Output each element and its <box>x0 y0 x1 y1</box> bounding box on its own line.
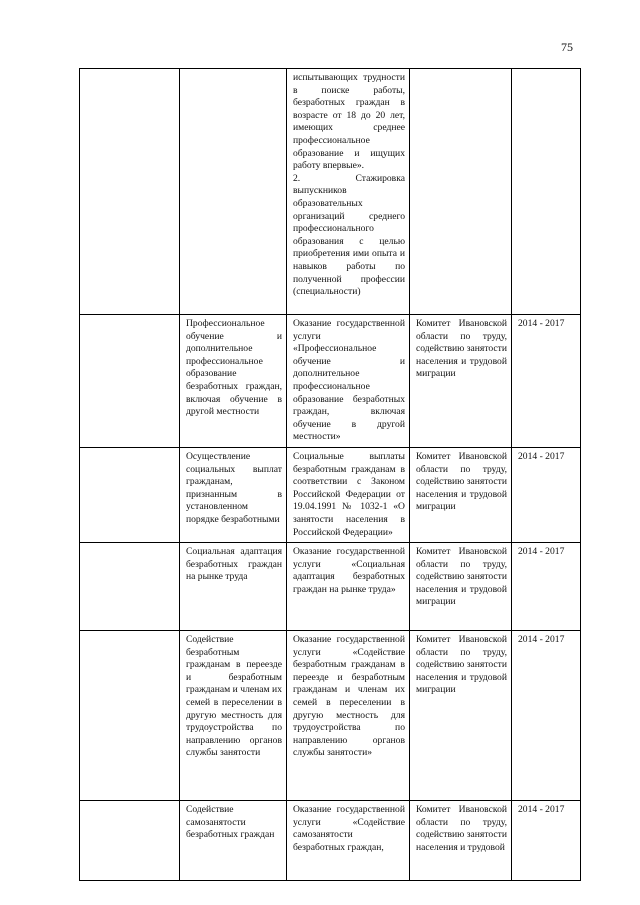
table-cell-number <box>80 543 180 631</box>
table-cell-period <box>512 69 581 315</box>
table-row-continuation <box>80 69 581 315</box>
table-cell-activity-content: Социальные выплаты безработным гражданам в соответствии с Законом Российской Федерации от 19.04.1991 № 1032-1 «О занятости населения в Российской Федерации» <box>287 447 410 542</box>
continuation-paragraph: 2. Стажировка выпускников образовательных организаций среднего профессионального образования с целью приобретения ими опыта и навыков работы по полученной профессии (специальности) <box>293 172 405 298</box>
table-cell-executor: Комитет Ивановской области по труду, содействию занятости населения и трудовой миграции <box>410 631 512 801</box>
page-number: 75 <box>561 40 573 54</box>
table-cell-activity-content <box>287 69 410 315</box>
table-row <box>80 315 581 448</box>
table-row <box>80 447 581 542</box>
table-cell-number <box>80 69 180 315</box>
table-cell-executor: Комитет Ивановской области по труду, содействию занятости населения и трудовой миграции <box>410 315 512 448</box>
table-cell-number <box>80 447 180 542</box>
table-cell-executor: Комитет Ивановской области по труду, содействию занятости населения и трудовой миграции <box>410 543 512 631</box>
table-cell-period: 2014 - 2017 <box>512 631 581 801</box>
table-cell-period: 2014 - 2017 <box>512 447 581 542</box>
table-cell-number <box>80 315 180 448</box>
table-cell-period: 2014 - 2017 <box>512 543 581 631</box>
table-cell-activity-name: Социальная адаптация безработных граждан на рынке труда <box>180 543 287 631</box>
table-cell-executor: Комитет Ивановской области по труду, содействию занятости населения и трудовой <box>410 801 512 881</box>
table-cell-activity-name: Содействие безработным гражданам в переезде и безработным гражданам и членам их семей в переселении в другую местность для трудоустройства по направлению органов службы занятости <box>180 631 287 801</box>
table-cell-activity-content: Оказание государственной услуги «Содействие самозанятости безработных граждан, <box>287 801 410 881</box>
table-cell-activity-name: Профессиональное обучение и дополнительное профессиональное образование безработных граждан, включая обучение в другой местности <box>180 315 287 448</box>
table-row <box>80 543 581 631</box>
table-cell-activity-name: Содействие самозанятости безработных граждан <box>180 801 287 881</box>
continuation-paragraph: испытывающих трудности в поиске работы, безработных граждан в возрасте от 18 до 20 лет, имеющих среднее профессиональное образование и ищущих работу впервые». <box>293 72 405 172</box>
table-cell-activity-content: Оказание государственной услуги «Профессиональное обучение и дополнительное профессиональное образование безработных граждан, включая обучение в другой местности» <box>287 315 410 448</box>
table-cell-executor <box>410 69 512 315</box>
table-cell-activity-content: Оказание государственной услуги «Содействие безработным гражданам в переезде и безработным гражданам и членам их семей в переселении в другую местность для трудоустройства по направлению органов службы занятости» <box>287 631 410 801</box>
table-cell-activity-name <box>180 69 287 315</box>
table-cell-number <box>80 801 180 881</box>
table-cell-executor: Комитет Ивановской области по труду, содействию занятости населения и трудовой миграции <box>410 447 512 542</box>
table-cell-number <box>80 631 180 801</box>
table-cell-period: 2014 - 2017 <box>512 315 581 448</box>
table-cell-activity-name: Осуществление социальных выплат гражданам, признанным в установленном порядке безработными <box>180 447 287 542</box>
table-row <box>80 631 581 801</box>
table-cell-activity-content: Оказание государственной услуги «Социальная адаптация безработных граждан на рынке труда» <box>287 543 410 631</box>
table-cell-period: 2014 - 2017 <box>512 801 581 881</box>
program-activities-table <box>79 68 581 881</box>
table-row <box>80 801 581 881</box>
